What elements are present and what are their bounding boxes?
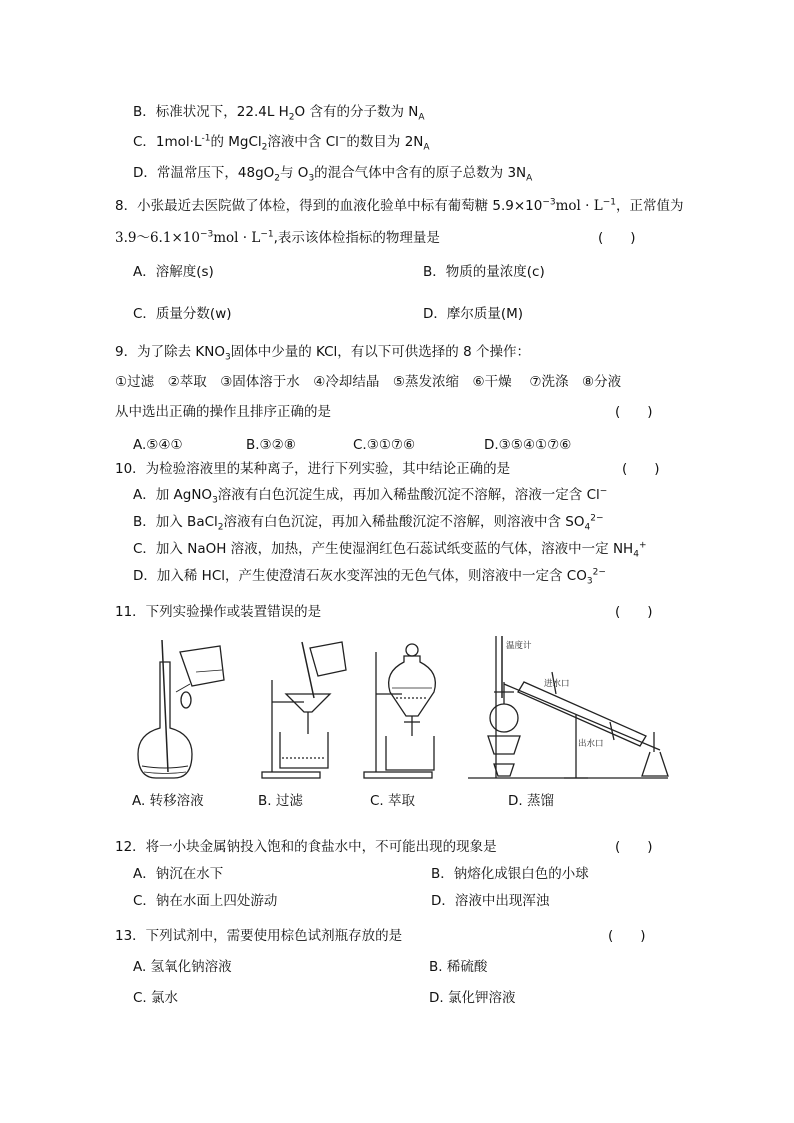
- q13-stem: 13．下列试剂中，需要使用棕色试剂瓶存放的是: [115, 928, 403, 944]
- q8-option-b: B．物质的量浓度(c): [423, 264, 545, 280]
- q10-option-d: D．加入稀 HCl，产生使澄清石灰水变浑浊的无色气体，则溶液中一定含 $CO_3^{2-}$: [133, 567, 606, 587]
- q8-option-d: D．摩尔质量(M): [423, 306, 524, 322]
- thermometer-label: 温度计: [506, 641, 532, 651]
- q13-option-d: D. 氯化钾溶液: [429, 990, 516, 1006]
- q10-option-c: C．加入 NaOH 溶液，加热，产生使湿润红色石蕊试纸变蓝的气体，溶液中一定 $NH_4^+$: [133, 540, 647, 560]
- q12-stem: 12．将一小块金属钠投入饱和的食盐水中，不可能出现的现象是: [115, 839, 497, 855]
- apparatus-drawings: [130, 632, 670, 784]
- separatory-funnel-drawing: [364, 644, 435, 778]
- q10-stem: 10．为检验溶液里的某种离子，进行下列实验，其中结论正确的是: [115, 461, 511, 477]
- q8-option-c: C．质量分数(w): [133, 306, 232, 322]
- q9-option-b: B.③②⑧: [246, 437, 296, 453]
- caption-b-filtration: B. 过滤: [258, 793, 303, 809]
- volumetric-flask-drawing: [138, 640, 224, 778]
- q8-answer-paren: ( ): [598, 230, 636, 246]
- q10-answer-paren: ( ): [622, 461, 660, 477]
- caption-c-extraction: C. 萃取: [370, 793, 416, 809]
- caption-a-transfer: A. 转移溶液: [132, 793, 204, 809]
- q13-option-a: A. 氢氧化钠溶液: [133, 959, 232, 975]
- q13-answer-paren: ( ): [608, 928, 646, 944]
- q12-option-c: C．钠在水面上四处游动: [133, 893, 278, 909]
- q8-stem-line2: $3.9\sim 6.1\times 10^{-3}mol \cdot L^{-1}$,表示该体检指标的物理量是: [115, 229, 440, 246]
- filtration-drawing: [262, 642, 346, 778]
- q9-question: 从中选出正确的操作且排序正确的是: [115, 404, 331, 420]
- water-outlet-label: 出水口: [578, 739, 604, 749]
- q7-option-b: B．标准状况下，22.4L $H_2O$ 含有的分子数为 $N_A$: [133, 104, 425, 123]
- q11-apparatus-figure: [130, 632, 670, 809]
- q10-option-b: B．加入 BaCl$_2$溶液有白色沉淀，再加入稀盐酸沉淀不溶解，则溶液中含 $SO_4^{2-}$: [133, 513, 604, 533]
- q9-option-d: D.③⑤④①⑦⑥: [484, 437, 572, 453]
- q11-stem: 11．下列实验操作或装置错误的是: [115, 604, 322, 620]
- q12-option-d: D．溶液中出现浑浊: [431, 893, 550, 909]
- q7-option-d: D．常温常压下，$48gO_2$与 $O_3$的混合气体中含有的原子总数为 $3N_A$: [133, 165, 533, 184]
- q9-option-c: C.③①⑦⑥: [353, 437, 416, 453]
- q8-option-a: A．溶解度(s): [133, 264, 214, 280]
- q9-operations: ①过滤 ②萃取 ③固体溶于水 ④冷却结晶 ⑤蒸发浓缩 ⑥干燥 ⑦洗涤 ⑧分液: [115, 374, 622, 390]
- water-inlet-label: 进水口: [544, 679, 570, 689]
- caption-d-distillation: D. 蒸馏: [508, 793, 554, 809]
- q7-option-c: C．$1mol\cdot L^{-1}$的 MgCl$_2$溶液中含 Cl−的数目为 $2N_A$: [133, 133, 430, 153]
- q9-stem: 9．为了除去 $KNO_3$固体中少量的 KCl，有以下可供选择的 8 个操作：: [115, 344, 530, 363]
- q8-stem-line1: 8．小张最近去医院做了体检，得到的血液化验单中标有葡萄糖 $5.9\times 10^{-3}mol \cdot L^{-1}$，正常值为: [115, 197, 684, 214]
- q9-option-a: A.⑤④①: [133, 437, 183, 453]
- q10-option-a: A．加 AgNO$_3$溶液有白色沉淀生成，再加入稀盐酸沉淀不溶解，溶液一定含 Cl−: [133, 486, 608, 506]
- q13-option-b: B. 稀硫酸: [429, 959, 488, 975]
- q12-answer-paren: ( ): [615, 839, 653, 855]
- distillation-drawing: [468, 636, 668, 778]
- q12-option-b: B．钠熔化成银白色的小球: [431, 866, 589, 882]
- q12-option-a: A．钠沉在水下: [133, 866, 224, 882]
- q13-option-c: C. 氯水: [133, 990, 179, 1006]
- q9-answer-paren: ( ): [615, 404, 653, 420]
- q11-answer-paren: ( ): [615, 604, 653, 620]
